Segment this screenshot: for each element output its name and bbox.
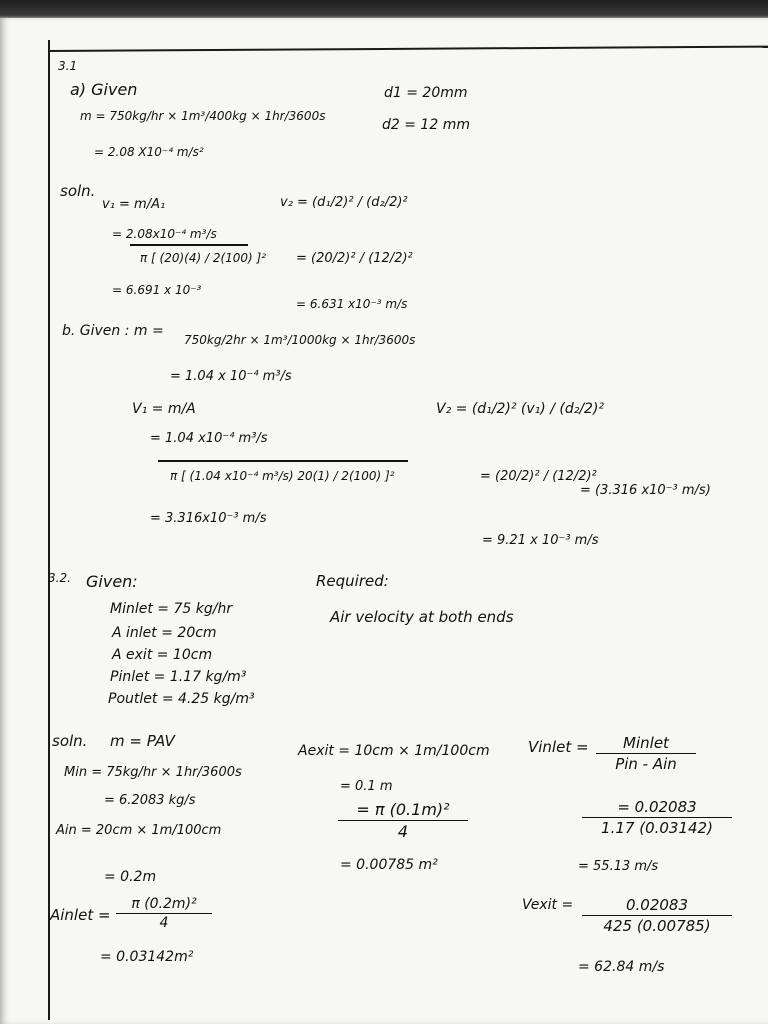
part-b-v2-value: = (3.316 x10⁻³ m/s) [580,483,711,498]
diameter-1: d1 = 20mm [384,85,468,101]
vinlet-result: = 55.13 m/s [578,859,659,874]
part-b-mass-flow-result: = 1.04 x 10⁻⁴ m³/s [170,369,292,384]
aexit-fraction [338,800,468,841]
required-text: Air velocity at both ends [330,608,514,626]
ainlet-denominator: 4 [159,915,169,931]
vinlet-denominator: Pin - Ain [615,755,677,773]
diameter-2: d2 = 12 mm [382,117,470,133]
part-b-v2-substitution: = (20/2)² / (12/2)² [480,469,597,484]
min-result: = 6.2083 kg/s [104,793,196,808]
aexit-meters: = 0.1 m [340,779,393,794]
vinlet-sub-denominator: 1.17 (0.03142) [601,819,713,837]
vexit-fraction-bar [582,915,732,916]
aexit-numerator: = π (0.1m)² [356,800,450,819]
part-b-v1-definition: V₁ = m/A [132,401,196,417]
ainlet-fraction-bar [116,913,212,914]
aexit-result: = 0.00785 m² [340,857,438,873]
margin-line [48,40,50,1020]
v1-definition: v₁ = m/A₁ [102,197,166,212]
v1-fraction-bar [130,244,248,246]
problem-number-3-2: 3.2. [48,571,71,585]
given-poutlet: Poutlet = 4.25 kg/m³ [108,691,255,707]
part-b-given-label: b. Given : m = [62,323,164,339]
ainlet-fraction [116,896,212,931]
given-label-3-2: Given: [86,572,138,591]
mass-flow-conversion: m = 750kg/hr × 1m³/400kg × 1hr/3600s [80,109,326,123]
vinlet-label: Vinlet = [528,738,589,756]
vinlet-fraction [596,734,696,773]
given-label: a) Given [70,80,138,99]
ainlet-label: Ainlet = [50,906,111,924]
aexit-conversion: Aexit = 10cm × 1m/100cm [298,743,490,759]
part-b-v1-denominator: π [ (1.04 x10⁻⁴ m³/s) 20(1) / 2(100) ]² [170,469,395,483]
given-aexit: A exit = 10cm [112,647,213,663]
ainlet-result: = 0.03142m² [100,949,194,965]
v1-result: = 6.691 x 10⁻³ [112,283,202,297]
part-b-v1-numerator: = 1.04 x10⁻⁴ m³/s [150,431,268,446]
v1-numerator: = 2.08x10⁻⁴ m³/s [112,227,217,241]
part-b-mass-flow-conversion: 750kg/2hr × 1m³/1000kg × 1hr/3600s [184,333,416,347]
mass-flow-result: = 2.08 X10⁻⁴ m/s² [94,145,204,159]
vinlet-numerator: Minlet [623,734,669,752]
part-b-v2-definition: V₂ = (d₁/2)² (v₁) / (d₂/2)² [436,401,605,417]
vinlet-sub-fraction-bar [582,817,732,818]
mass-flow-formula: m = PAV [110,732,175,750]
v2-result: = 6.631 x10⁻³ m/s [296,297,408,311]
ain-result: = 0.2m [104,869,157,885]
part-b-v1-fraction-bar [158,460,408,462]
vinlet-fraction-bar [596,753,696,754]
solution-label: soln. [60,182,96,200]
given-pinlet: Pinlet = 1.17 kg/m³ [110,669,247,685]
vinlet-sub-numerator: = 0.02083 [617,798,697,816]
vinlet-sub-fraction [582,798,732,837]
vexit-denominator: 425 (0.00785) [603,917,711,935]
required-label: Required: [316,572,389,590]
vexit-fraction [582,896,732,935]
v2-definition: v₂ = (d₁/2)² / (d₂/2)² [280,195,408,210]
part-b-v2-result: = 9.21 x 10⁻³ m/s [482,533,599,548]
given-ainlet: A inlet = 20cm [112,625,217,641]
vexit-result: = 62.84 m/s [578,959,665,975]
solution-label-3-2: soln. [52,732,88,750]
v1-denominator: π [ (20)(4) / 2(100) ]² [140,251,267,265]
ainlet-numerator: π (0.2m)² [131,896,197,912]
vexit-numerator: 0.02083 [625,896,689,914]
part-b-v1-result: = 3.316x10⁻³ m/s [150,511,267,526]
problem-number: 3.1 [58,59,78,73]
aexit-fraction-bar [338,820,468,821]
aexit-denominator: 4 [397,822,409,841]
ain-conversion: Ain = 20cm × 1m/100cm [56,823,222,838]
given-minlet: Minlet = 75 kg/hr [110,601,233,617]
v2-substitution: = (20/2)² / (12/2)² [296,251,413,266]
min-conversion: Min = 75kg/hr × 1hr/3600s [64,765,242,780]
vexit-label: Vexit = [522,897,574,913]
